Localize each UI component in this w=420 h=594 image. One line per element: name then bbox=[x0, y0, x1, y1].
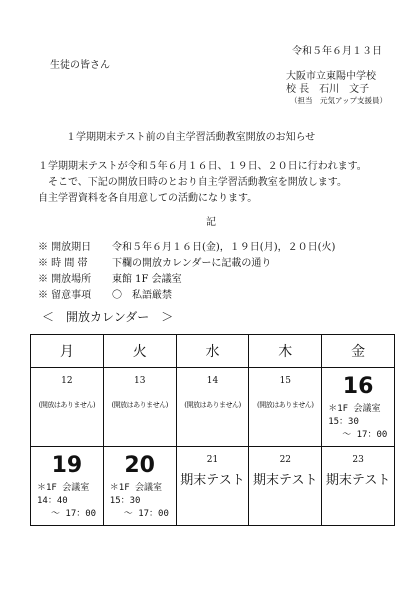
closed-notice: (開放はありません) bbox=[38, 401, 96, 409]
day-number: 23 bbox=[352, 455, 364, 465]
open-room: ＊1F 会議室 bbox=[37, 483, 90, 493]
day-cell-16 bbox=[322, 368, 395, 447]
contact-person: （担当 元気アップ支援員） bbox=[290, 96, 387, 105]
open-room: ＊1F 会議室 bbox=[328, 404, 381, 414]
detail-value-date: 令和５年６月１６日(金)，１９日(月)，２０日(火) bbox=[112, 242, 336, 253]
day-cell-12 bbox=[31, 368, 104, 447]
weekday-wed: 水 bbox=[176, 335, 249, 368]
open-start-time: 15：30 bbox=[109, 496, 141, 506]
calendar-week-2 bbox=[31, 447, 395, 526]
detail-label-date: ※ 開放期日 bbox=[38, 242, 92, 253]
detail-label-place: ※ 開放場所 bbox=[38, 274, 92, 285]
weekday-mon: 月 bbox=[31, 335, 104, 368]
detail-value-time: 下欄の開放カレンダーに記載の通り bbox=[112, 258, 272, 269]
day-number: 13 bbox=[133, 376, 146, 386]
detail-value-notes: 〇 私語厳禁 bbox=[112, 290, 172, 301]
open-start-time: 14：40 bbox=[37, 496, 68, 506]
day-number: 15 bbox=[279, 376, 292, 386]
detail-value-place: 東館 1F 会議室 bbox=[112, 274, 182, 285]
day-number-open: 16 bbox=[342, 374, 374, 399]
calendar-week-1 bbox=[31, 368, 395, 447]
open-end-time: ～ 17：00 bbox=[342, 430, 388, 440]
weekday-thu: 木 bbox=[249, 335, 322, 368]
principal-name: 校 長 石川 文子 bbox=[286, 84, 370, 95]
notice-title: １学期期末テスト前の自主学習活動教室開放のお知らせ bbox=[66, 132, 316, 143]
closed-notice: (開放はありません) bbox=[184, 401, 241, 409]
body-line-3: 自主学習資料を各自用意しての活動になります。 bbox=[38, 193, 258, 204]
ki-mark: 記 bbox=[206, 217, 216, 228]
open-room: ＊1F 会議室 bbox=[109, 483, 163, 493]
school-name: 大阪市立東陽中学校 bbox=[286, 71, 376, 82]
weekday-fri: 金 bbox=[322, 335, 395, 368]
day-number: 22 bbox=[279, 455, 292, 465]
open-start-time: 15：30 bbox=[328, 417, 359, 427]
day-cell-14 bbox=[176, 368, 249, 447]
day-number-open: 19 bbox=[51, 453, 83, 478]
open-end-time: ～ 17：00 bbox=[123, 509, 169, 519]
weekday-tue: 火 bbox=[103, 335, 176, 368]
day-cell-23 bbox=[322, 447, 395, 526]
day-cell-21 bbox=[176, 447, 249, 526]
detail-label-time: ※ 時 間 帯 bbox=[38, 258, 88, 269]
detail-label-notes: ※ 留意事項 bbox=[38, 290, 92, 301]
day-cell-20 bbox=[103, 447, 176, 526]
day-number: 14 bbox=[206, 376, 219, 386]
day-cell-15 bbox=[249, 368, 322, 447]
body-line-1: １学期期末テストが令和５年６月１６日、１９日、２０日に行われます。 bbox=[38, 161, 367, 172]
day-cell-19 bbox=[31, 447, 104, 526]
day-number: 21 bbox=[206, 455, 219, 465]
open-calendar bbox=[30, 334, 395, 526]
open-end-time: ～ 17：00 bbox=[51, 509, 97, 519]
exam-label: 期末テスト bbox=[180, 473, 245, 488]
body-line-2: そこで、下記の開放日時のとおり自主学習活動教室を開放します。 bbox=[48, 177, 347, 188]
weekday-header-row bbox=[31, 335, 395, 368]
day-number: 12 bbox=[61, 376, 73, 386]
calendar-heading: ＜ 開放カレンダー ＞ bbox=[42, 310, 174, 324]
exam-label: 期末テスト bbox=[253, 473, 318, 488]
closed-notice: (開放はありません) bbox=[257, 401, 314, 409]
exam-label: 期末テスト bbox=[325, 473, 391, 488]
recipient: 生徒の皆さん bbox=[50, 60, 110, 71]
day-cell-22 bbox=[249, 447, 322, 526]
closed-notice: (開放はありません) bbox=[111, 401, 168, 409]
day-cell-13 bbox=[103, 368, 176, 447]
issue-date: 令和５年６月１３日 bbox=[292, 46, 382, 57]
day-number-open: 20 bbox=[124, 453, 155, 478]
